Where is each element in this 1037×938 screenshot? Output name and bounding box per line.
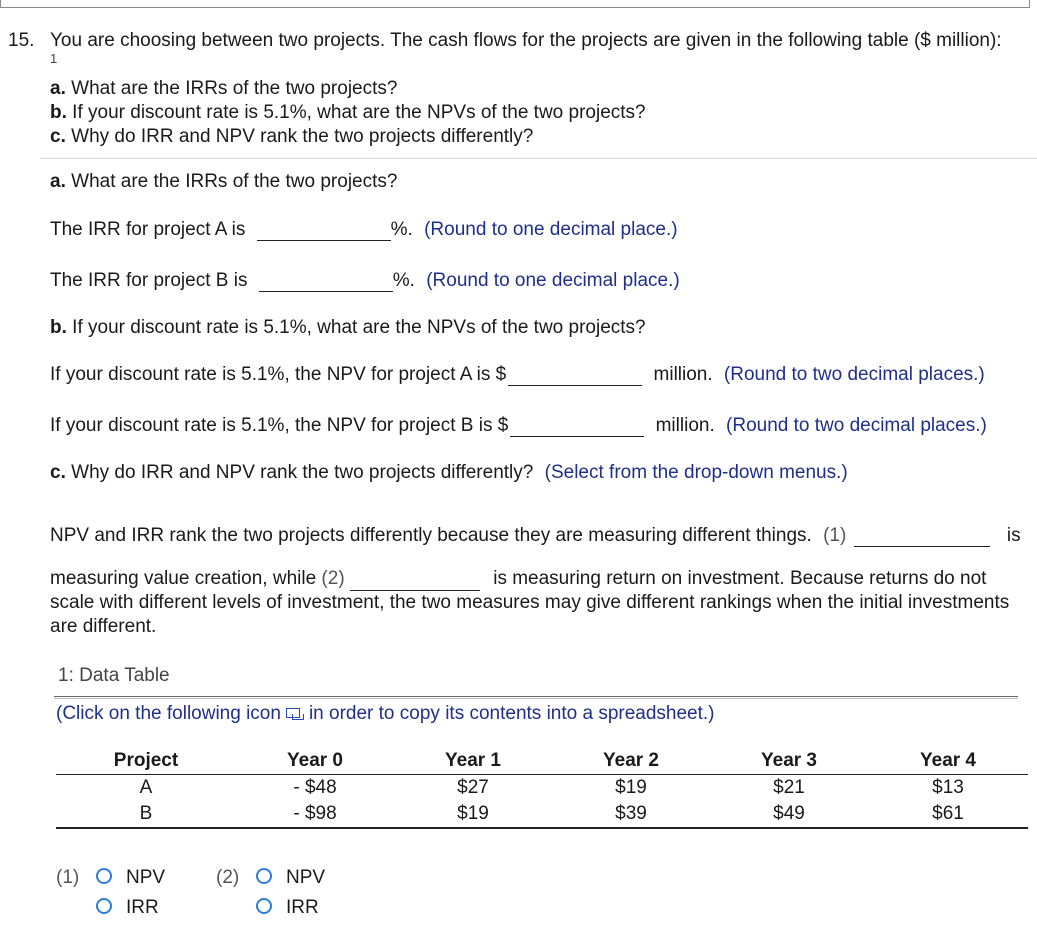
cell: A	[139, 777, 153, 798]
irr-a-hint: (Round to one decimal place.)	[424, 219, 678, 240]
option-2-npv[interactable]: NPV	[256, 867, 325, 889]
cell: $61	[868, 801, 1028, 828]
option-group-1-label: (1)	[56, 867, 80, 888]
irr-b-input[interactable]	[259, 269, 393, 292]
cell: - $98	[236, 801, 394, 828]
part-c-sentence-2: measuring value creation, while (2) is measuring return on investment. Because returns do not scale with different levels of investment, the two measures may give different rankings when the initial investments are different.	[50, 568, 1010, 637]
cell: $39	[552, 801, 710, 828]
data-table-rule	[54, 696, 1018, 699]
cell: $13	[932, 777, 964, 798]
copy-spreadsheet-icon[interactable]	[285, 707, 303, 721]
col-project: Project	[56, 746, 236, 775]
cell: $21	[773, 777, 805, 798]
cell: $27	[457, 777, 489, 798]
dropdown-2[interactable]	[350, 576, 480, 591]
question-text: You are choosing between two projects. The cash flows for the projects are given in the following table ($ million):	[50, 30, 1002, 51]
col-year-2: Year 2	[552, 746, 710, 775]
irr-a-input[interactable]	[257, 218, 391, 241]
table-row	[56, 801, 1028, 828]
part-c-summary: c. Why do IRR and NPV rank the two projects differently?	[50, 126, 534, 147]
radio-icon[interactable]	[256, 868, 272, 884]
part-a-summary: a. What are the IRRs of the two projects?	[50, 78, 398, 99]
option-1-npv[interactable]: NPV	[96, 867, 165, 889]
table-row	[56, 775, 1028, 802]
cell: B	[56, 801, 236, 828]
npv-a-input[interactable]	[508, 363, 642, 386]
radio-icon[interactable]	[256, 898, 272, 914]
question-number: 15.	[8, 30, 35, 51]
data-table-title: 1: Data Table	[58, 665, 170, 686]
npv-b-hint: (Round to two decimal places.)	[726, 415, 987, 436]
npv-a-hint: (Round to two decimal places.)	[723, 364, 985, 385]
radio-icon[interactable]	[96, 898, 112, 914]
part-a-heading: a. What are the IRRs of the two projects?	[50, 171, 398, 192]
part-b-summary: b. If your discount rate is 5.1%, what are the NPVs of the two projects?	[50, 102, 646, 123]
part-c-sentence-1: NPV and IRR rank the two projects differently because they are measuring different things. (1) is	[50, 525, 1021, 546]
section-divider	[40, 158, 1037, 159]
irr-b-row: The IRR for project B is %. (Round to one decimal place.)	[50, 270, 680, 291]
table-reference-link[interactable]: 1	[50, 51, 58, 66]
col-year-0: Year 0	[236, 746, 394, 775]
irr-a-row: The IRR for project A is %. (Round to one decimal place.)	[50, 219, 678, 240]
npv-b-row: If your discount rate is 5.1%, the NPV for project B is $ million. (Round to two decimal places.)	[50, 415, 987, 436]
col-year-3: Year 3	[710, 746, 868, 775]
irr-b-hint: (Round to one decimal place.)	[426, 270, 680, 291]
col-year-4: Year 4	[868, 746, 1028, 775]
part-b-heading: b. If your discount rate is 5.1%, what are the NPVs of the two projects?	[50, 317, 646, 338]
radio-icon[interactable]	[96, 868, 112, 884]
top-bar	[0, 0, 1030, 8]
cell: $49	[710, 801, 868, 828]
data-table-hint: (Click on the following icon in order to copy its contents into a spreadsheet.)	[56, 703, 715, 724]
option-group-2-label: (2)	[216, 867, 240, 888]
npv-a-row: If your discount rate is 5.1%, the NPV for project A is $ million. (Round to two decimal places.)	[50, 364, 985, 385]
cell: $19	[615, 777, 647, 798]
option-1-irr[interactable]: IRR	[96, 897, 159, 919]
cash-flow-table	[56, 746, 1028, 829]
dropdown-1[interactable]	[854, 532, 990, 547]
cell: $19	[394, 801, 552, 828]
cell: - $48	[293, 777, 337, 798]
npv-b-input[interactable]	[510, 414, 644, 437]
option-2-irr[interactable]: IRR	[256, 897, 319, 919]
part-c-heading: c. Why do IRR and NPV rank the two projects differently? (Select from the drop-down menus.)	[50, 462, 848, 483]
col-year-1: Year 1	[394, 746, 552, 775]
